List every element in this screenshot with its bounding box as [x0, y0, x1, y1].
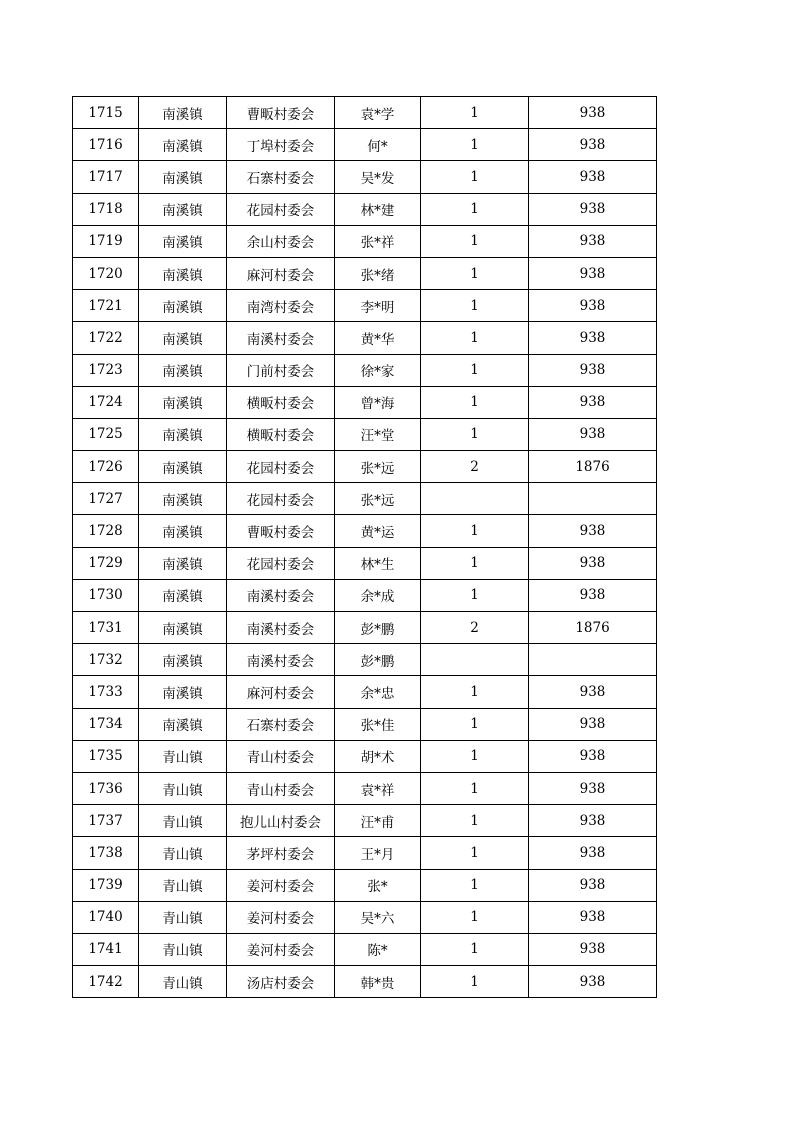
village-cell: 花园村委会: [227, 193, 335, 225]
village-cell: 姜河村委会: [227, 933, 335, 965]
amount-cell: 938: [529, 322, 657, 354]
table-row: [73, 451, 657, 483]
amount-cell: 938: [529, 193, 657, 225]
table-row: [73, 805, 657, 837]
row-number-cell: 1723: [73, 354, 139, 386]
table-row: [73, 901, 657, 933]
row-number-cell: 1742: [73, 966, 139, 998]
town-cell: 南溪镇: [139, 257, 227, 289]
name-cell: 黄*运: [335, 515, 421, 547]
row-number-cell: 1717: [73, 161, 139, 193]
town-cell: 南溪镇: [139, 418, 227, 450]
count-cell: 1: [421, 740, 529, 772]
row-number-cell: 1729: [73, 547, 139, 579]
row-number-cell: 1736: [73, 772, 139, 804]
town-cell: 南溪镇: [139, 612, 227, 644]
amount-cell: 938: [529, 97, 657, 129]
count-cell: 1: [421, 515, 529, 547]
amount-cell: 938: [529, 579, 657, 611]
table-row: [73, 547, 657, 579]
count-cell: 1: [421, 97, 529, 129]
row-number-cell: 1725: [73, 418, 139, 450]
village-cell: 曹畈村委会: [227, 97, 335, 129]
roster-body: [73, 97, 657, 998]
town-cell: 南溪镇: [139, 161, 227, 193]
row-number-cell: 1730: [73, 579, 139, 611]
amount-cell: 938: [529, 901, 657, 933]
count-cell: 1: [421, 386, 529, 418]
table-row: [73, 257, 657, 289]
count-cell: 1: [421, 193, 529, 225]
village-cell: 丁埠村委会: [227, 129, 335, 161]
table-row: [73, 290, 657, 322]
name-cell: 汪*堂: [335, 418, 421, 450]
village-cell: 汤店村委会: [227, 966, 335, 998]
village-cell: 花园村委会: [227, 451, 335, 483]
count-cell: 1: [421, 225, 529, 257]
village-cell: 麻河村委会: [227, 676, 335, 708]
count-cell: 1: [421, 547, 529, 579]
name-cell: 张*佳: [335, 708, 421, 740]
village-cell: 南溪村委会: [227, 322, 335, 354]
table-row: [73, 579, 657, 611]
name-cell: 袁*学: [335, 97, 421, 129]
village-cell: 石寨村委会: [227, 708, 335, 740]
village-cell: 花园村委会: [227, 483, 335, 515]
table-row: [73, 837, 657, 869]
village-cell: 南湾村委会: [227, 290, 335, 322]
town-cell: 南溪镇: [139, 129, 227, 161]
amount-cell: 1876: [529, 451, 657, 483]
name-cell: 韩*贵: [335, 966, 421, 998]
row-number-cell: 1716: [73, 129, 139, 161]
row-number-cell: 1734: [73, 708, 139, 740]
count-cell: 1: [421, 933, 529, 965]
town-cell: 南溪镇: [139, 708, 227, 740]
amount-cell: 938: [529, 257, 657, 289]
name-cell: 彭*鹏: [335, 644, 421, 676]
table-row: [73, 161, 657, 193]
amount-cell: [529, 644, 657, 676]
row-number-cell: 1724: [73, 386, 139, 418]
name-cell: 林*建: [335, 193, 421, 225]
row-number-cell: 1715: [73, 97, 139, 129]
amount-cell: 1876: [529, 612, 657, 644]
table-row: [73, 933, 657, 965]
village-cell: 横畈村委会: [227, 418, 335, 450]
name-cell: 袁*祥: [335, 772, 421, 804]
amount-cell: 938: [529, 418, 657, 450]
count-cell: 1: [421, 418, 529, 450]
amount-cell: 938: [529, 547, 657, 579]
name-cell: 张*绪: [335, 257, 421, 289]
count-cell: 1: [421, 129, 529, 161]
amount-cell: 938: [529, 225, 657, 257]
amount-cell: [529, 483, 657, 515]
town-cell: 南溪镇: [139, 676, 227, 708]
count-cell: 1: [421, 708, 529, 740]
name-cell: 陈*: [335, 933, 421, 965]
amount-cell: 938: [529, 740, 657, 772]
name-cell: 汪*甫: [335, 805, 421, 837]
row-number-cell: 1720: [73, 257, 139, 289]
row-number-cell: 1719: [73, 225, 139, 257]
village-cell: 南溪村委会: [227, 579, 335, 611]
amount-cell: 938: [529, 161, 657, 193]
village-cell: 麻河村委会: [227, 257, 335, 289]
count-cell: [421, 483, 529, 515]
amount-cell: 938: [529, 386, 657, 418]
table-row: [73, 386, 657, 418]
village-cell: 石寨村委会: [227, 161, 335, 193]
table-row: [73, 129, 657, 161]
town-cell: 南溪镇: [139, 451, 227, 483]
count-cell: 1: [421, 805, 529, 837]
village-cell: 抱儿山村委会: [227, 805, 335, 837]
name-cell: 吴*六: [335, 901, 421, 933]
town-cell: 青山镇: [139, 933, 227, 965]
name-cell: 张*祥: [335, 225, 421, 257]
amount-cell: 938: [529, 869, 657, 901]
town-cell: 南溪镇: [139, 225, 227, 257]
table-row: [73, 193, 657, 225]
row-number-cell: 1721: [73, 290, 139, 322]
town-cell: 南溪镇: [139, 515, 227, 547]
name-cell: 黄*华: [335, 322, 421, 354]
count-cell: 1: [421, 869, 529, 901]
table-row: [73, 418, 657, 450]
row-number-cell: 1741: [73, 933, 139, 965]
row-number-cell: 1733: [73, 676, 139, 708]
count-cell: [421, 644, 529, 676]
village-cell: 青山村委会: [227, 772, 335, 804]
count-cell: 1: [421, 579, 529, 611]
town-cell: 南溪镇: [139, 644, 227, 676]
table-row: [73, 708, 657, 740]
village-cell: 余山村委会: [227, 225, 335, 257]
amount-cell: 938: [529, 837, 657, 869]
amount-cell: 938: [529, 676, 657, 708]
town-cell: 青山镇: [139, 837, 227, 869]
name-cell: 张*: [335, 869, 421, 901]
name-cell: 余*忠: [335, 676, 421, 708]
name-cell: 王*月: [335, 837, 421, 869]
table-row: [73, 97, 657, 129]
amount-cell: 938: [529, 966, 657, 998]
town-cell: 青山镇: [139, 869, 227, 901]
table-row: [73, 869, 657, 901]
village-cell: 茅坪村委会: [227, 837, 335, 869]
amount-cell: 938: [529, 129, 657, 161]
name-cell: 徐*家: [335, 354, 421, 386]
name-cell: 余*成: [335, 579, 421, 611]
count-cell: 1: [421, 837, 529, 869]
table-row: [73, 772, 657, 804]
town-cell: 青山镇: [139, 772, 227, 804]
table-row: [73, 322, 657, 354]
town-cell: 南溪镇: [139, 97, 227, 129]
town-cell: 青山镇: [139, 805, 227, 837]
row-number-cell: 1731: [73, 612, 139, 644]
row-number-cell: 1727: [73, 483, 139, 515]
table-row: [73, 225, 657, 257]
name-cell: 胡*术: [335, 740, 421, 772]
town-cell: 青山镇: [139, 901, 227, 933]
village-cell: 姜河村委会: [227, 869, 335, 901]
row-number-cell: 1739: [73, 869, 139, 901]
table-row: [73, 612, 657, 644]
town-cell: 南溪镇: [139, 386, 227, 418]
row-number-cell: 1737: [73, 805, 139, 837]
count-cell: 1: [421, 257, 529, 289]
name-cell: 张*远: [335, 483, 421, 515]
amount-cell: 938: [529, 805, 657, 837]
table-row: [73, 354, 657, 386]
town-cell: 南溪镇: [139, 579, 227, 611]
village-cell: 花园村委会: [227, 547, 335, 579]
table-row: [73, 515, 657, 547]
count-cell: 2: [421, 451, 529, 483]
town-cell: 南溪镇: [139, 322, 227, 354]
amount-cell: 938: [529, 772, 657, 804]
amount-cell: 938: [529, 708, 657, 740]
row-number-cell: 1735: [73, 740, 139, 772]
row-number-cell: 1738: [73, 837, 139, 869]
count-cell: 1: [421, 161, 529, 193]
town-cell: 南溪镇: [139, 354, 227, 386]
row-number-cell: 1722: [73, 322, 139, 354]
name-cell: 彭*鹏: [335, 612, 421, 644]
name-cell: 李*明: [335, 290, 421, 322]
count-cell: 1: [421, 966, 529, 998]
row-number-cell: 1728: [73, 515, 139, 547]
count-cell: 1: [421, 901, 529, 933]
table-row: [73, 740, 657, 772]
row-number-cell: 1732: [73, 644, 139, 676]
name-cell: 吴*发: [335, 161, 421, 193]
town-cell: 南溪镇: [139, 193, 227, 225]
amount-cell: 938: [529, 354, 657, 386]
town-cell: 青山镇: [139, 966, 227, 998]
town-cell: 南溪镇: [139, 483, 227, 515]
village-cell: 青山村委会: [227, 740, 335, 772]
village-cell: 门前村委会: [227, 354, 335, 386]
village-cell: 姜河村委会: [227, 901, 335, 933]
amount-cell: 938: [529, 933, 657, 965]
name-cell: 林*生: [335, 547, 421, 579]
table-row: [73, 483, 657, 515]
count-cell: 1: [421, 772, 529, 804]
name-cell: 何*: [335, 129, 421, 161]
count-cell: 2: [421, 612, 529, 644]
table-row: [73, 644, 657, 676]
village-cell: 横畈村委会: [227, 386, 335, 418]
village-cell: 曹畈村委会: [227, 515, 335, 547]
row-number-cell: 1718: [73, 193, 139, 225]
town-cell: 青山镇: [139, 740, 227, 772]
village-cell: 南溪村委会: [227, 644, 335, 676]
row-number-cell: 1726: [73, 451, 139, 483]
name-cell: 张*远: [335, 451, 421, 483]
count-cell: 1: [421, 676, 529, 708]
town-cell: 南溪镇: [139, 547, 227, 579]
table-row: [73, 966, 657, 998]
count-cell: 1: [421, 322, 529, 354]
name-cell: 曾*海: [335, 386, 421, 418]
village-cell: 南溪村委会: [227, 612, 335, 644]
table-row: [73, 676, 657, 708]
row-number-cell: 1740: [73, 901, 139, 933]
count-cell: 1: [421, 354, 529, 386]
roster-table: [72, 96, 657, 998]
town-cell: 南溪镇: [139, 290, 227, 322]
amount-cell: 938: [529, 515, 657, 547]
count-cell: 1: [421, 290, 529, 322]
amount-cell: 938: [529, 290, 657, 322]
